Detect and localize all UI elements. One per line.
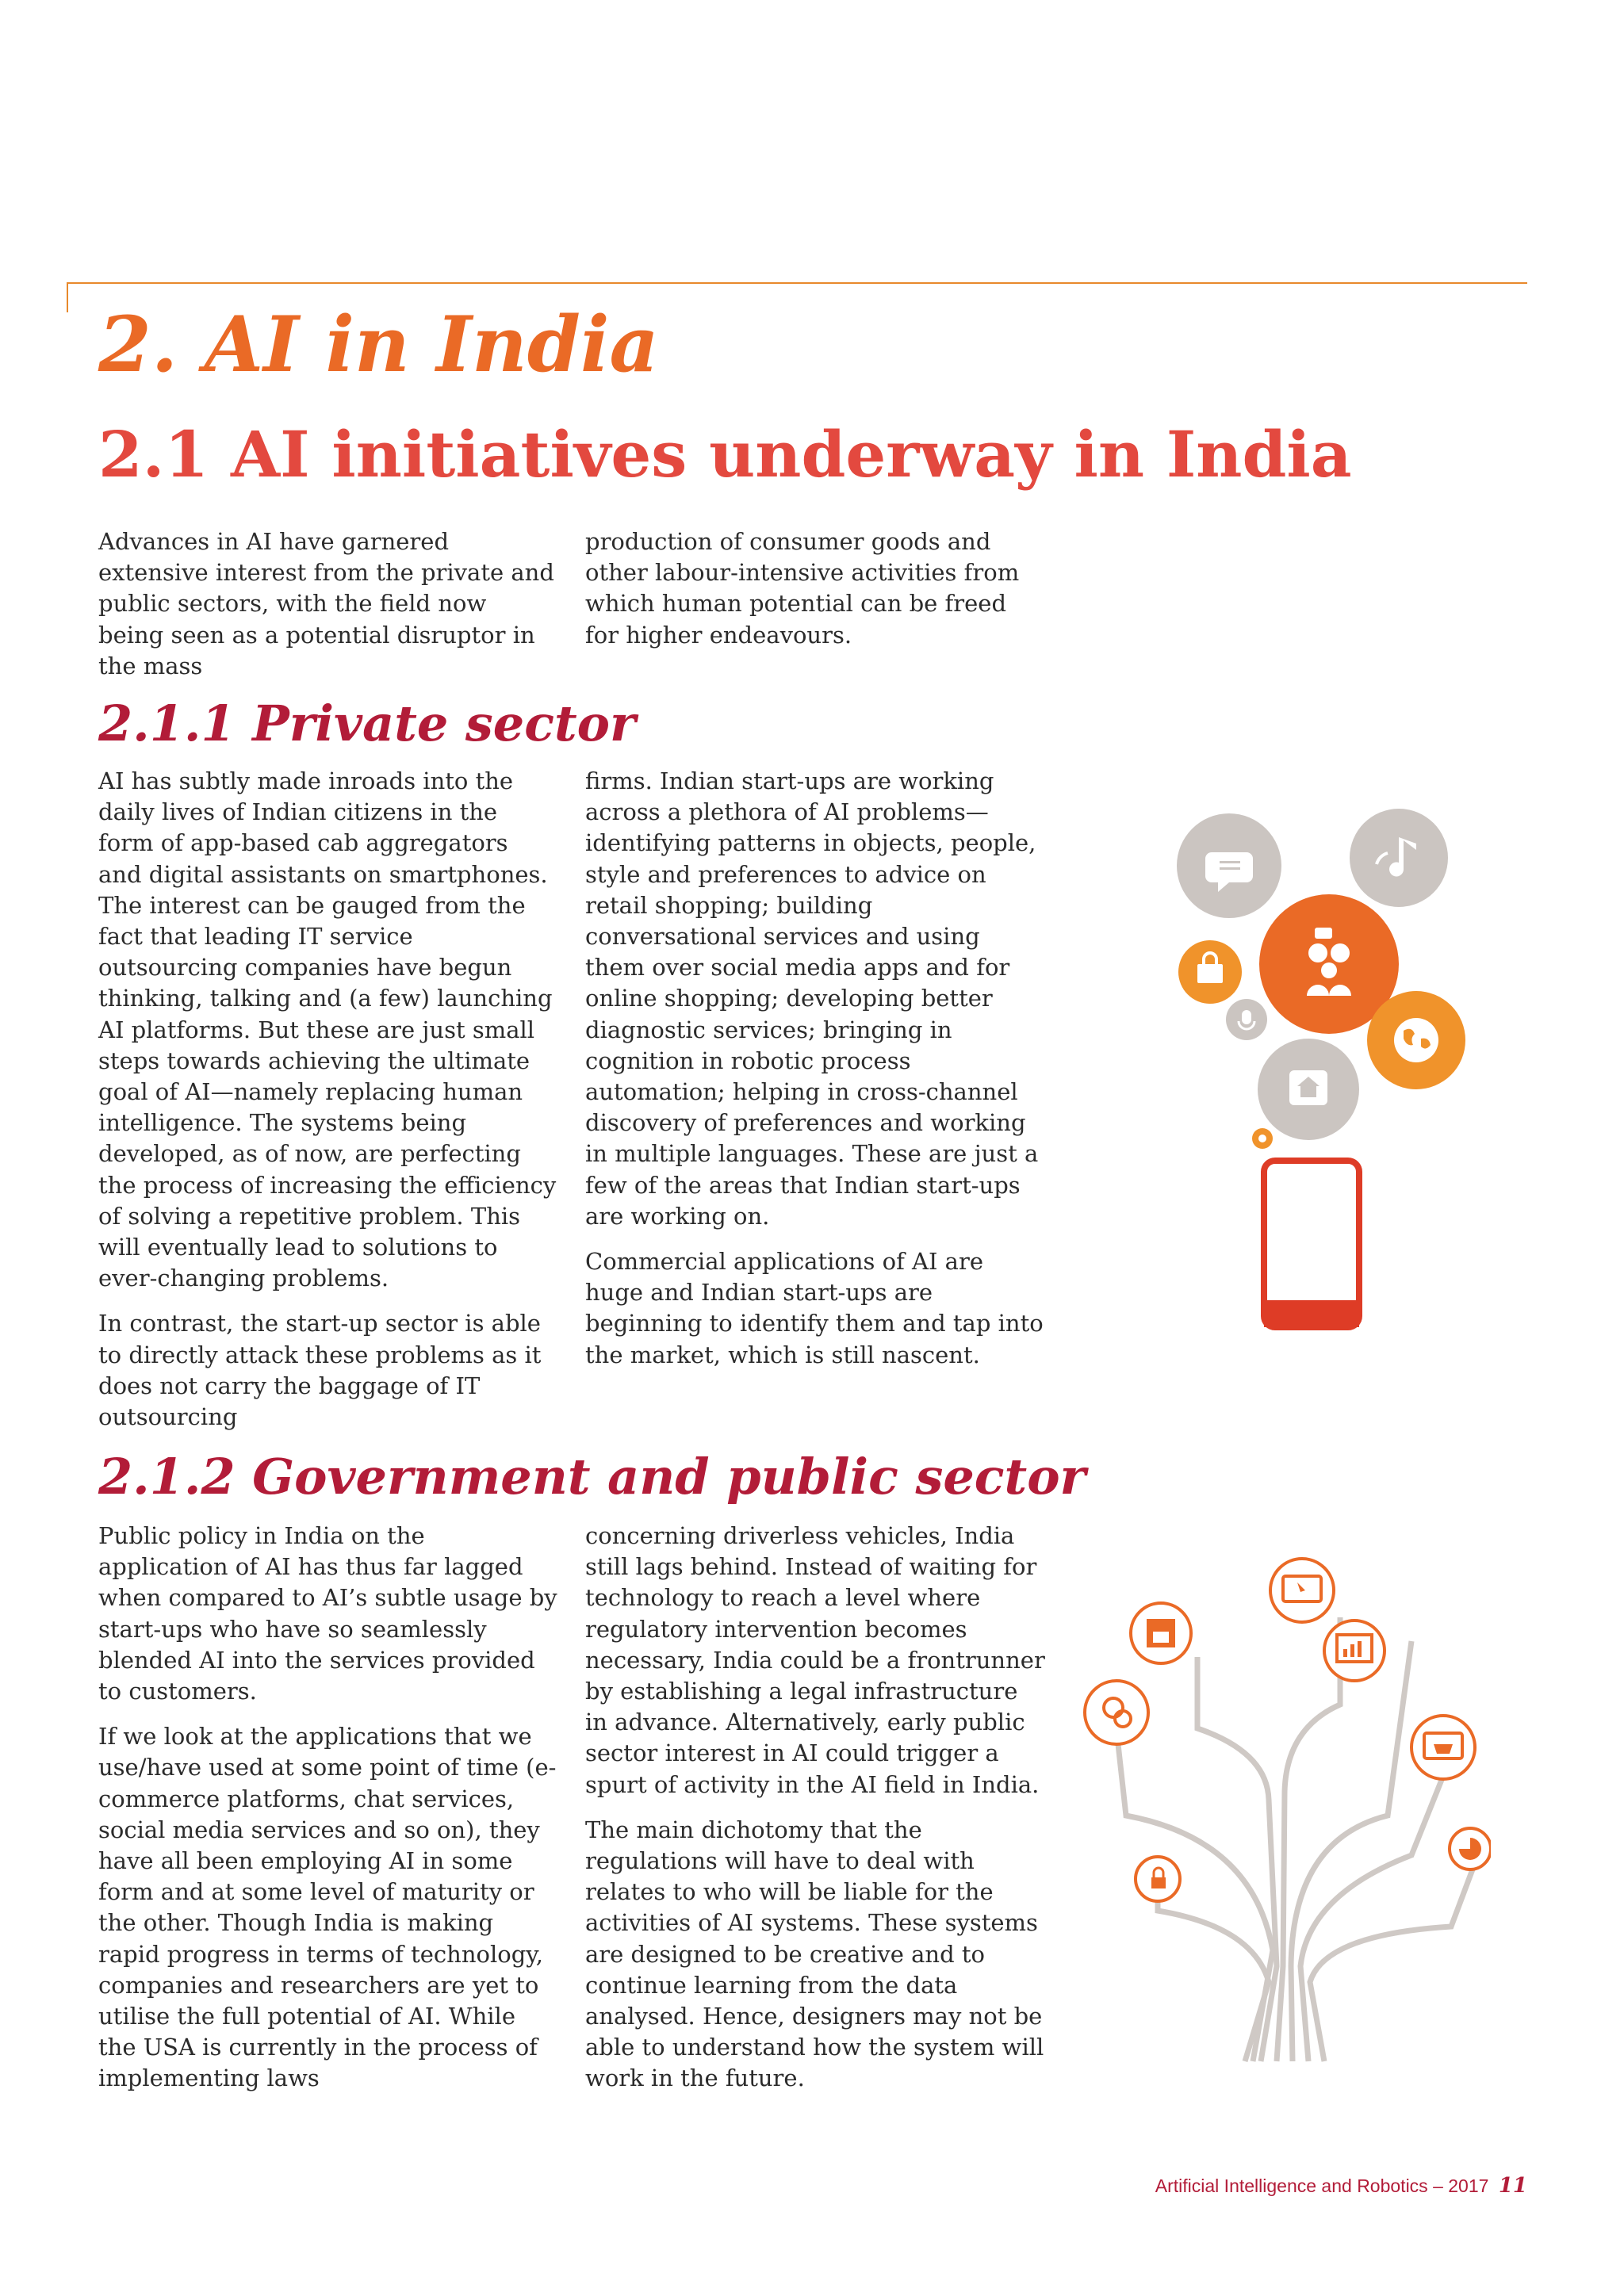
intro-column-1 bbox=[98, 526, 558, 682]
tablet-click-icon bbox=[1270, 1559, 1334, 1622]
tree-branches bbox=[1118, 1617, 1475, 2061]
store-icon bbox=[1131, 1603, 1191, 1663]
intro-paragraph-2: production of consumer goods and other labour-intensive activities from which human potential can be freed for higher endeavours. bbox=[585, 528, 1020, 649]
footer-text: Artificial Intelligence and Robotics – 2017 bbox=[1155, 2175, 1489, 2196]
ai-apps-illustration bbox=[1174, 809, 1475, 1332]
globe-icon bbox=[1367, 991, 1465, 1089]
smartphone-icon bbox=[1264, 1161, 1359, 1327]
page-footer bbox=[1155, 2174, 1527, 2198]
intro-column-2 bbox=[585, 526, 1045, 651]
government-sector-paragraph: concerning driverless vehicles, India still lags behind. Instead of waiting for technology to reach a level where regulatory intervention becomes necessary, India could be a frontrunner by establishing a legal infrastructure in advance. Alternatively, early public sector interest in AI could trigger a spurt of activity in the AI field in India. bbox=[585, 1522, 1045, 1798]
mic-icon bbox=[1226, 999, 1267, 1040]
music-icon bbox=[1350, 809, 1448, 907]
private-sector-paragraph: firms. Indian start-ups are working across a plethora of AI problems—identifying patterns in objects, people, style and preferences to advice on retail shopping; building conversational services and using them over social media apps and for online shopping; developing better diagnostic services; bringing in cognition in robotic process automation; helping in cross-channel discovery of preferences and working in multiple languages. These are just a few of the areas that Indian start-ups are working on. bbox=[585, 767, 1039, 1230]
government-sector-paragraph: If we look at the applications that we use/have used at some point of time (e-commerce platforms, chat services, social media services and so on), they have all been employing AI in some form and at some level of maturity or the other. Though India is making rapid progress in terms of technology, companies and researchers are yet to utilise the full potential of AI. While the USA is currently in the process of implementing laws bbox=[98, 1723, 557, 2092]
section-title: 2.1 AI initiatives underway in India bbox=[98, 417, 1352, 492]
private-sector-heading: 2.1.1 Private sector bbox=[98, 695, 636, 752]
private-sector-paragraph: Commercial applications of AI are huge and Indian start-ups are beginning to identify them and tap into the market, which is still nascent. bbox=[585, 1248, 1044, 1368]
hand-icon bbox=[1085, 1681, 1148, 1744]
basket-icon bbox=[1411, 1716, 1475, 1779]
intro-paragraph-1: Advances in AI have garnered extensive interest from the private and public sectors, with the field now being seen as a potential disruptor in the mass bbox=[98, 528, 554, 679]
government-sector-heading: 2.1.2 Government and public sector bbox=[98, 1448, 1086, 1506]
government-sector-paragraph: The main dichotomy that the regulations will have to deal with relates to who will be liable for the activities of AI systems. These systems are designed to be creative and to continue learning from the data analysed. Hence, designers may not be able to understand how the system will work in the future. bbox=[585, 1816, 1044, 2092]
ai-tree-illustration bbox=[1078, 1554, 1491, 2069]
government-sector-column-2 bbox=[585, 1521, 1045, 2095]
header-rule bbox=[67, 282, 1527, 284]
home-icon bbox=[1258, 1039, 1359, 1140]
chapter-title: 2. AI in India bbox=[98, 300, 659, 389]
header-rule-tick bbox=[67, 282, 68, 312]
government-sector-paragraph: Public policy in India on the application of AI has thus far lagged when compared to AI’s subtle usage by start-ups who have so seamlessly blended AI into the services provided to customers. bbox=[98, 1522, 557, 1705]
private-sector-column-1 bbox=[98, 766, 558, 1433]
page-number: 11 bbox=[1498, 2174, 1527, 2198]
pie-chart-icon bbox=[1450, 1828, 1491, 1869]
private-sector-paragraph: AI has subtly made inroads into the daily lives of Indian citizens in the form of app-based cab aggregators and digital assistants on smartphones. The interest can be gauged from the fact that leading IT service outsourcing companies have begun thinking, talking and (a few) launching AI platforms. But these are just small steps towards achieving the ultimate goal of AI—namely replacing human intelligence. The systems being developed, as of now, are perfecting the process of increasing the efficiency of solving a repetitive problem. This will eventually lead to solutions to ever-changing problems. bbox=[98, 767, 557, 1292]
bar-chart-icon bbox=[1324, 1621, 1385, 1681]
shop-icon bbox=[1178, 940, 1242, 1004]
private-sector-column-2 bbox=[585, 766, 1045, 1371]
chat-icon bbox=[1177, 813, 1281, 918]
government-sector-column-1 bbox=[98, 1521, 558, 2095]
private-sector-paragraph: In contrast, the start-up sector is able to directly attack these problems as it does not carry the baggage of IT outsourcing bbox=[98, 1310, 542, 1431]
gear-icon bbox=[1252, 1128, 1273, 1149]
lock-icon bbox=[1136, 1857, 1180, 1901]
